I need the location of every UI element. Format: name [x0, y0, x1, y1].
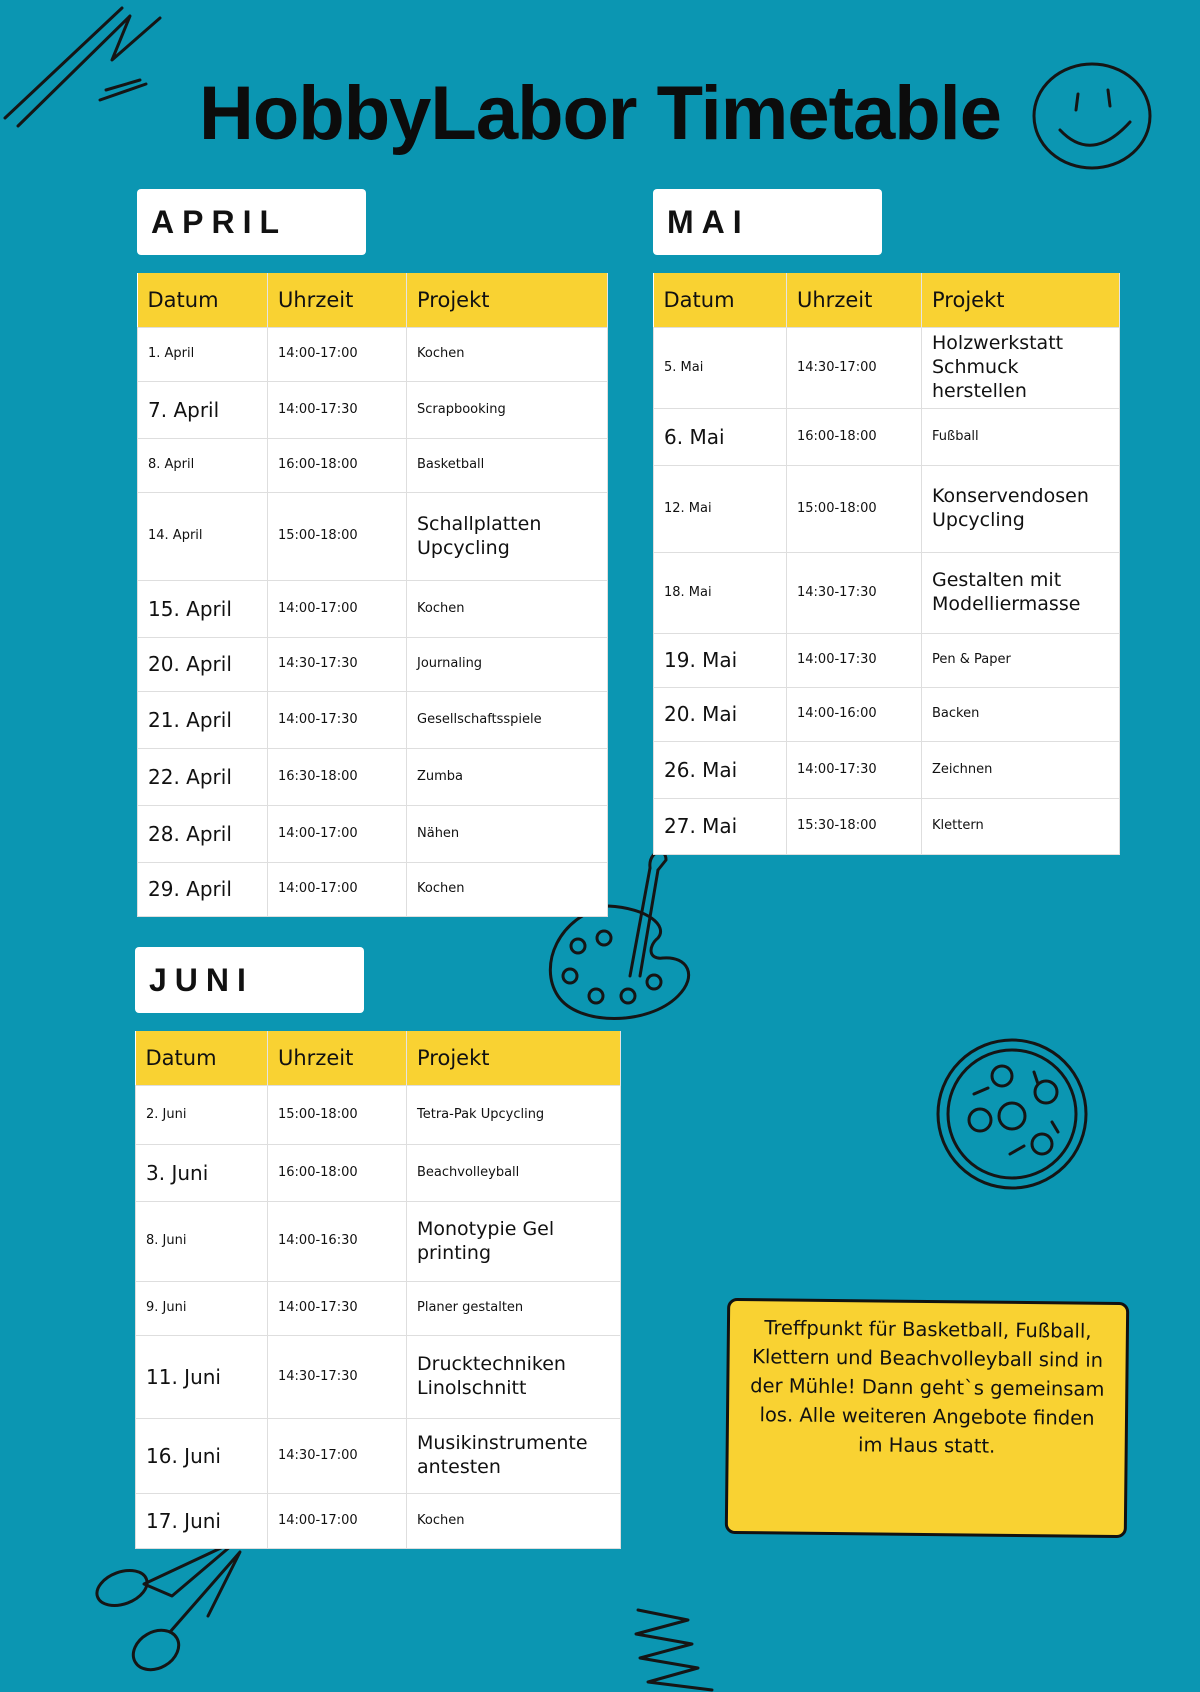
- table-row: [136, 1145, 621, 1202]
- april-table: [137, 273, 608, 917]
- column-header-datum: Datum: [138, 273, 268, 328]
- date-cell: 8. April: [138, 439, 268, 493]
- table-row: [138, 328, 608, 382]
- time-cell: 16:00-18:00: [787, 409, 922, 466]
- date-cell: 14. April: [138, 493, 268, 581]
- date-cell: 29. April: [138, 863, 268, 917]
- date-cell: 12. Mai: [654, 466, 787, 553]
- table-row: [138, 439, 608, 493]
- project-cell: Nähen: [407, 806, 608, 863]
- project-cell: Fußball: [922, 409, 1120, 466]
- project-cell: Planer gestalten: [407, 1282, 621, 1336]
- time-cell: 14:00-17:00: [268, 1494, 407, 1549]
- time-cell: 14:00-17:30: [787, 634, 922, 688]
- time-cell: 14:30-17:30: [787, 553, 922, 634]
- project-cell: Kochen: [407, 1494, 621, 1549]
- project-cell: Gesellschaftsspiele: [407, 692, 608, 749]
- date-cell: 7. April: [138, 382, 268, 439]
- project-cell: Klettern: [922, 799, 1120, 855]
- column-header-datum: Datum: [136, 1031, 268, 1086]
- date-cell: 22. April: [138, 749, 268, 806]
- date-cell: 17. Juni: [136, 1494, 268, 1549]
- time-cell: 14:30-17:30: [268, 638, 407, 692]
- project-cell: Gestalten mit Modelliermasse: [922, 553, 1120, 634]
- date-cell: 15. April: [138, 581, 268, 638]
- juni-table: [135, 1031, 621, 1549]
- time-cell: 14:00-17:00: [268, 863, 407, 917]
- date-cell: 28. April: [138, 806, 268, 863]
- project-cell: Holzwerkstatt Schmuck herstellen: [922, 328, 1120, 409]
- table-row: [654, 742, 1120, 799]
- table-row: [654, 688, 1120, 742]
- project-cell: Backen: [922, 688, 1120, 742]
- scissors-icon: [88, 1534, 258, 1684]
- time-cell: 16:00-18:00: [268, 439, 407, 493]
- time-cell: 14:00-17:30: [268, 692, 407, 749]
- table-row: [136, 1494, 621, 1549]
- page-title: HobbyLabor Timetable: [198, 71, 1002, 156]
- date-cell: 21. April: [138, 692, 268, 749]
- date-cell: 11. Juni: [136, 1336, 268, 1419]
- smiley-icon: [1030, 60, 1160, 180]
- meeting-point-note: Treffpunkt für Basketball, Fußball, Klettern und Beachvolleyball sind in der Mühle! Dann geht`s gemeinsam los. Alle weiteren Angebote finden im Haus statt.: [725, 1298, 1129, 1538]
- column-header-projekt: Projekt: [407, 273, 608, 328]
- time-cell: 14:30-17:00: [787, 328, 922, 409]
- project-cell: Journaling: [407, 638, 608, 692]
- project-cell: Musikinstrumente antesten: [407, 1419, 621, 1494]
- table-row: [654, 409, 1120, 466]
- time-cell: 14:30-17:00: [268, 1419, 407, 1494]
- time-cell: 14:00-16:00: [787, 688, 922, 742]
- time-cell: 14:00-17:30: [787, 742, 922, 799]
- pizza-icon: [934, 1036, 1094, 1196]
- date-cell: 5. Mai: [654, 328, 787, 409]
- time-cell: 16:30-18:00: [268, 749, 407, 806]
- time-cell: 15:00-18:00: [787, 466, 922, 553]
- date-cell: 27. Mai: [654, 799, 787, 855]
- project-cell: Monotypie Gel printing: [407, 1202, 621, 1282]
- project-cell: Drucktechniken Linolschnitt: [407, 1336, 621, 1419]
- project-cell: Beachvolleyball: [407, 1145, 621, 1202]
- table-row: [138, 749, 608, 806]
- table-header: [136, 1031, 621, 1086]
- table-row: [654, 799, 1120, 855]
- table-row: [136, 1419, 621, 1494]
- table-header: [138, 273, 608, 328]
- date-cell: 20. Mai: [654, 688, 787, 742]
- table-row: [654, 553, 1120, 634]
- time-cell: 14:00-17:00: [268, 581, 407, 638]
- table-header: [654, 273, 1120, 328]
- column-header-datum: Datum: [654, 273, 787, 328]
- project-cell: Scrapbooking: [407, 382, 608, 439]
- table-row: [136, 1202, 621, 1282]
- table-row: [136, 1336, 621, 1419]
- date-cell: 1. April: [138, 328, 268, 382]
- date-cell: 20. April: [138, 638, 268, 692]
- date-cell: 9. Juni: [136, 1282, 268, 1336]
- time-cell: 15:00-18:00: [268, 1086, 407, 1145]
- table-row: [136, 1086, 621, 1145]
- mai-table: [653, 273, 1120, 855]
- project-cell: Zeichnen: [922, 742, 1120, 799]
- date-cell: 8. Juni: [136, 1202, 268, 1282]
- column-header-projekt: Projekt: [922, 273, 1120, 328]
- table-row: [138, 382, 608, 439]
- zigzag-icon: [628, 1600, 718, 1692]
- table-row: [654, 466, 1120, 553]
- table-row: [138, 581, 608, 638]
- table-row: [138, 638, 608, 692]
- date-cell: 6. Mai: [654, 409, 787, 466]
- project-cell: Konservendosen Upcycling: [922, 466, 1120, 553]
- month-label-juni: JUNI: [135, 947, 364, 1013]
- date-cell: 19. Mai: [654, 634, 787, 688]
- month-label-april: APRIL: [137, 189, 366, 255]
- time-cell: 15:00-18:00: [268, 493, 407, 581]
- date-cell: 18. Mai: [654, 553, 787, 634]
- time-cell: 14:30-17:30: [268, 1336, 407, 1419]
- scribble-icon: [0, 0, 170, 130]
- time-cell: 14:00-17:30: [268, 382, 407, 439]
- project-cell: Kochen: [407, 328, 608, 382]
- table-row: [654, 634, 1120, 688]
- project-cell: Schallplatten Upcycling: [407, 493, 608, 581]
- time-cell: 15:30-18:00: [787, 799, 922, 855]
- project-cell: Tetra-Pak Upcycling: [407, 1086, 621, 1145]
- time-cell: 16:00-18:00: [268, 1145, 407, 1202]
- column-header-projekt: Projekt: [407, 1031, 621, 1086]
- date-cell: 26. Mai: [654, 742, 787, 799]
- table-row: [138, 692, 608, 749]
- project-cell: Kochen: [407, 863, 608, 917]
- time-cell: 14:00-16:30: [268, 1202, 407, 1282]
- month-label-mai: MAI: [653, 189, 882, 255]
- column-header-uhrzeit: Uhrzeit: [787, 273, 922, 328]
- column-header-uhrzeit: Uhrzeit: [268, 273, 407, 328]
- project-cell: Basketball: [407, 439, 608, 493]
- date-cell: 2. Juni: [136, 1086, 268, 1145]
- project-cell: Zumba: [407, 749, 608, 806]
- time-cell: 14:00-17:00: [268, 806, 407, 863]
- date-cell: 16. Juni: [136, 1419, 268, 1494]
- project-cell: Pen & Paper: [922, 634, 1120, 688]
- project-cell: Kochen: [407, 581, 608, 638]
- table-row: [136, 1282, 621, 1336]
- date-cell: 3. Juni: [136, 1145, 268, 1202]
- time-cell: 14:00-17:00: [268, 328, 407, 382]
- table-row: [138, 806, 608, 863]
- table-row: [138, 863, 608, 917]
- time-cell: 14:00-17:30: [268, 1282, 407, 1336]
- table-row: [138, 493, 608, 581]
- column-header-uhrzeit: Uhrzeit: [268, 1031, 407, 1086]
- table-row: [654, 328, 1120, 409]
